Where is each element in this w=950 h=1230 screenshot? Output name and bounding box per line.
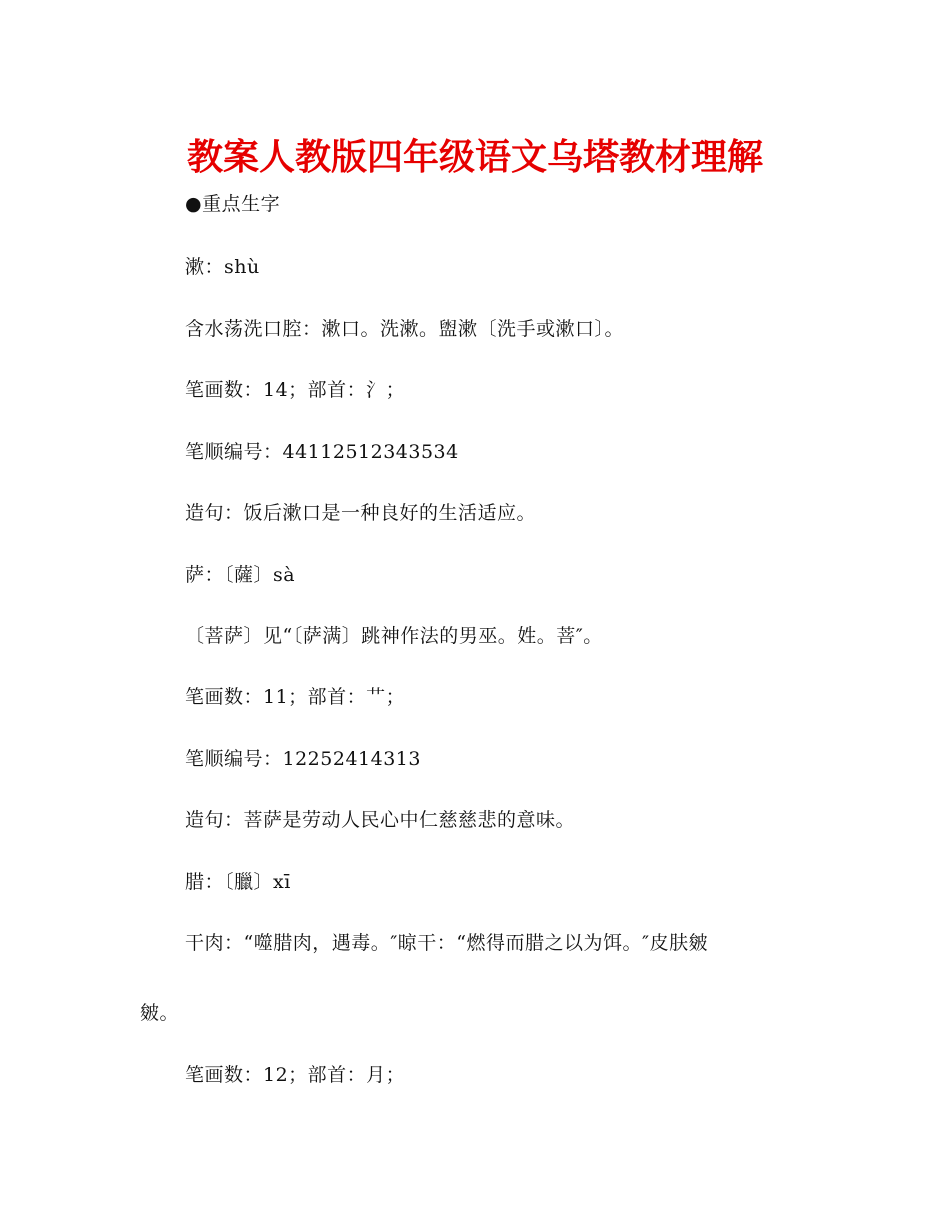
text-line-definition-la-continued: 皴。 — [140, 1002, 180, 1024]
text-line-pinyin-la: 腊：〔臘〕xī — [185, 871, 291, 893]
text-line-definition-la: 干肉：“噬腊肉，遇毒。″晾干：“燃得而腊之以为饵。″皮肤皴 — [185, 932, 709, 954]
text-line-definition-shu: 含水荡洗口腔：漱口。洗漱。盥漱〔洗手或漱口〕。 — [185, 318, 625, 340]
text-line-stroke-order-sa: 笔顺编号：12252414313 — [185, 748, 421, 770]
text-line-example-sa: 造句：菩萨是劳动人民心中仁慈慈悲的意味。 — [185, 809, 576, 831]
text-line-stroke-order-shu: 笔顺编号：44112512343534 — [185, 441, 459, 463]
document-title: 教案人教版四年级语文乌塔教材理解 — [186, 137, 763, 178]
section-heading: ●重点生字 — [185, 193, 281, 215]
text-line-example-shu: 造句：饭后漱口是一种良好的生活适应。 — [185, 502, 537, 524]
text-line-stroke-count-sa: 笔画数：11；部首：艹； — [185, 686, 406, 708]
text-line-stroke-count-la: 笔画数：12；部首：月； — [185, 1064, 406, 1086]
text-line-pinyin-sa: 萨：〔薩〕sà — [185, 564, 296, 586]
text-line-pinyin-shu: 漱：shù — [185, 256, 260, 278]
text-line-stroke-count-shu: 笔画数：14；部首：氵； — [185, 379, 406, 401]
text-line-definition-sa: 〔菩萨〕见“〔萨满〕跳神作法的男巫。姓。菩″。 — [185, 625, 603, 647]
